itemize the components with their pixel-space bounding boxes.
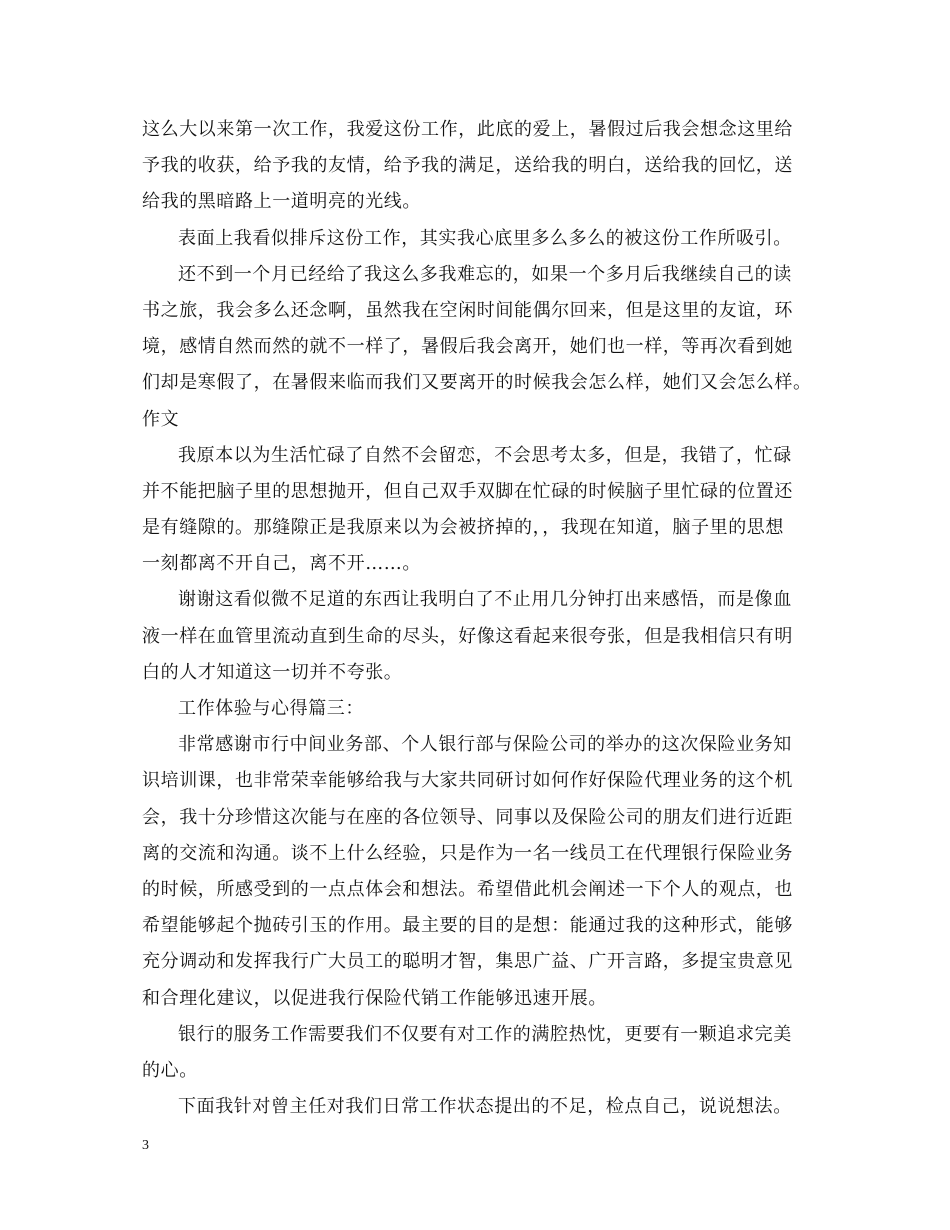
text-line: 是有缝隙的。那缝隙正是我原来以为会被挤掉的，，我现在知道，脑子里的思想 xyxy=(142,517,784,539)
text-line: 并不能把脑子里的思想抛开，但自己双手双脚在忙碌的时候脑子里忙碌的位置还 xyxy=(142,480,793,502)
body-text xyxy=(142,112,810,1125)
text-line: 一刻都离不开自己，离不开……。 xyxy=(142,553,421,575)
paragraph-first-line: 银行的服务工作需要我们不仅要有对工作的满腔热忱，更要有一颗追求完美 xyxy=(178,1023,792,1045)
text-line: 们却是寒假了，在暑假来临而我们又要离开的时候我会怎么样，她们又会怎么样。 xyxy=(142,372,812,394)
section-heading: 工作体验与心得篇三： xyxy=(178,698,364,719)
text-line: 给我的黑暗路上一道明亮的光线。 xyxy=(142,191,421,213)
text-line: 白的人才知道这一切并不夸张。 xyxy=(142,661,403,683)
paragraph-first-line: 谢谢这看似微不足道的东西让我明白了不止用几分钟打出来感悟，而是像血 xyxy=(178,589,792,611)
text-line: 的心。 xyxy=(142,1059,198,1081)
paragraph-first-line: 还不到一个月已经给了我这么多我难忘的，如果一个多月后我继续自己的读 xyxy=(178,263,792,285)
text-line: 的时候，所感受到的一点点体会和想法。希望借此机会阐述一下个人的观点，也 xyxy=(142,878,793,900)
text-line: 和合理化建议，以促进我行保险代销工作能够迅速开展。 xyxy=(142,987,607,1009)
text-line: 识培训课，也非常荣幸能够给我与大家共同研讨如何作好保险代理业务的这个机 xyxy=(142,770,793,792)
text-line: 这么大以来第一次工作，我爱这份工作，此底的爱上，暑假过后我会想念这里给 xyxy=(142,119,793,140)
text-line: 充分调动和发挥我行广大员工的聪明才智，集思广益、广开言路，多提宝贵意见 xyxy=(142,951,793,973)
paragraph-first-line: 表面上我看似排斥这份工作，其实我心底里多么多么的被这份工作所吸引。 xyxy=(178,227,792,249)
text-line: 境，感情自然而然的就不一样了，暑假后我会离开，她们也一样，等再次看到她 xyxy=(142,336,793,358)
text-line: 作文 xyxy=(142,408,180,430)
text-line: 予我的收获，给予我的友情，给予我的满足，送给我的明白，送给我的回忆，送 xyxy=(142,155,793,177)
text-line: 希望能够起个抛砖引玉的作用。最主要的目的是想：能通过我的这种形式，能够 xyxy=(142,915,793,937)
paragraph-first-line: 我原本以为生活忙碌了自然不会留恋，不会思考太多，但是，我错了，忙碌 xyxy=(178,444,792,466)
paragraph-first-line: 下面我针对曾主任对我们日常工作状态提出的不足，检点自己，说说想法。 xyxy=(178,1096,792,1118)
text-line: 离的交流和沟通。谈不上什么经验，只是作为一名一线员工在代理银行保险业务 xyxy=(142,842,793,864)
text-line: 液一样在血管里流动直到生命的尽头，好像这看起来很夸张，但是我相信只有明 xyxy=(142,625,793,647)
text-line: 书之旅，我会多么还念啊，虽然我在空闲时间能偶尔回来，但是这里的友谊，环 xyxy=(142,299,793,321)
text-line: 会，我十分珍惜这次能与在座的各位领导、同事以及保险公司的朋友们进行近距 xyxy=(142,806,793,828)
page-number: 3 xyxy=(142,1138,149,1153)
paragraph-first-line: 非常感谢市行中间业务部、个人银行部与保险公司的举办的这次保险业务知 xyxy=(178,734,792,756)
